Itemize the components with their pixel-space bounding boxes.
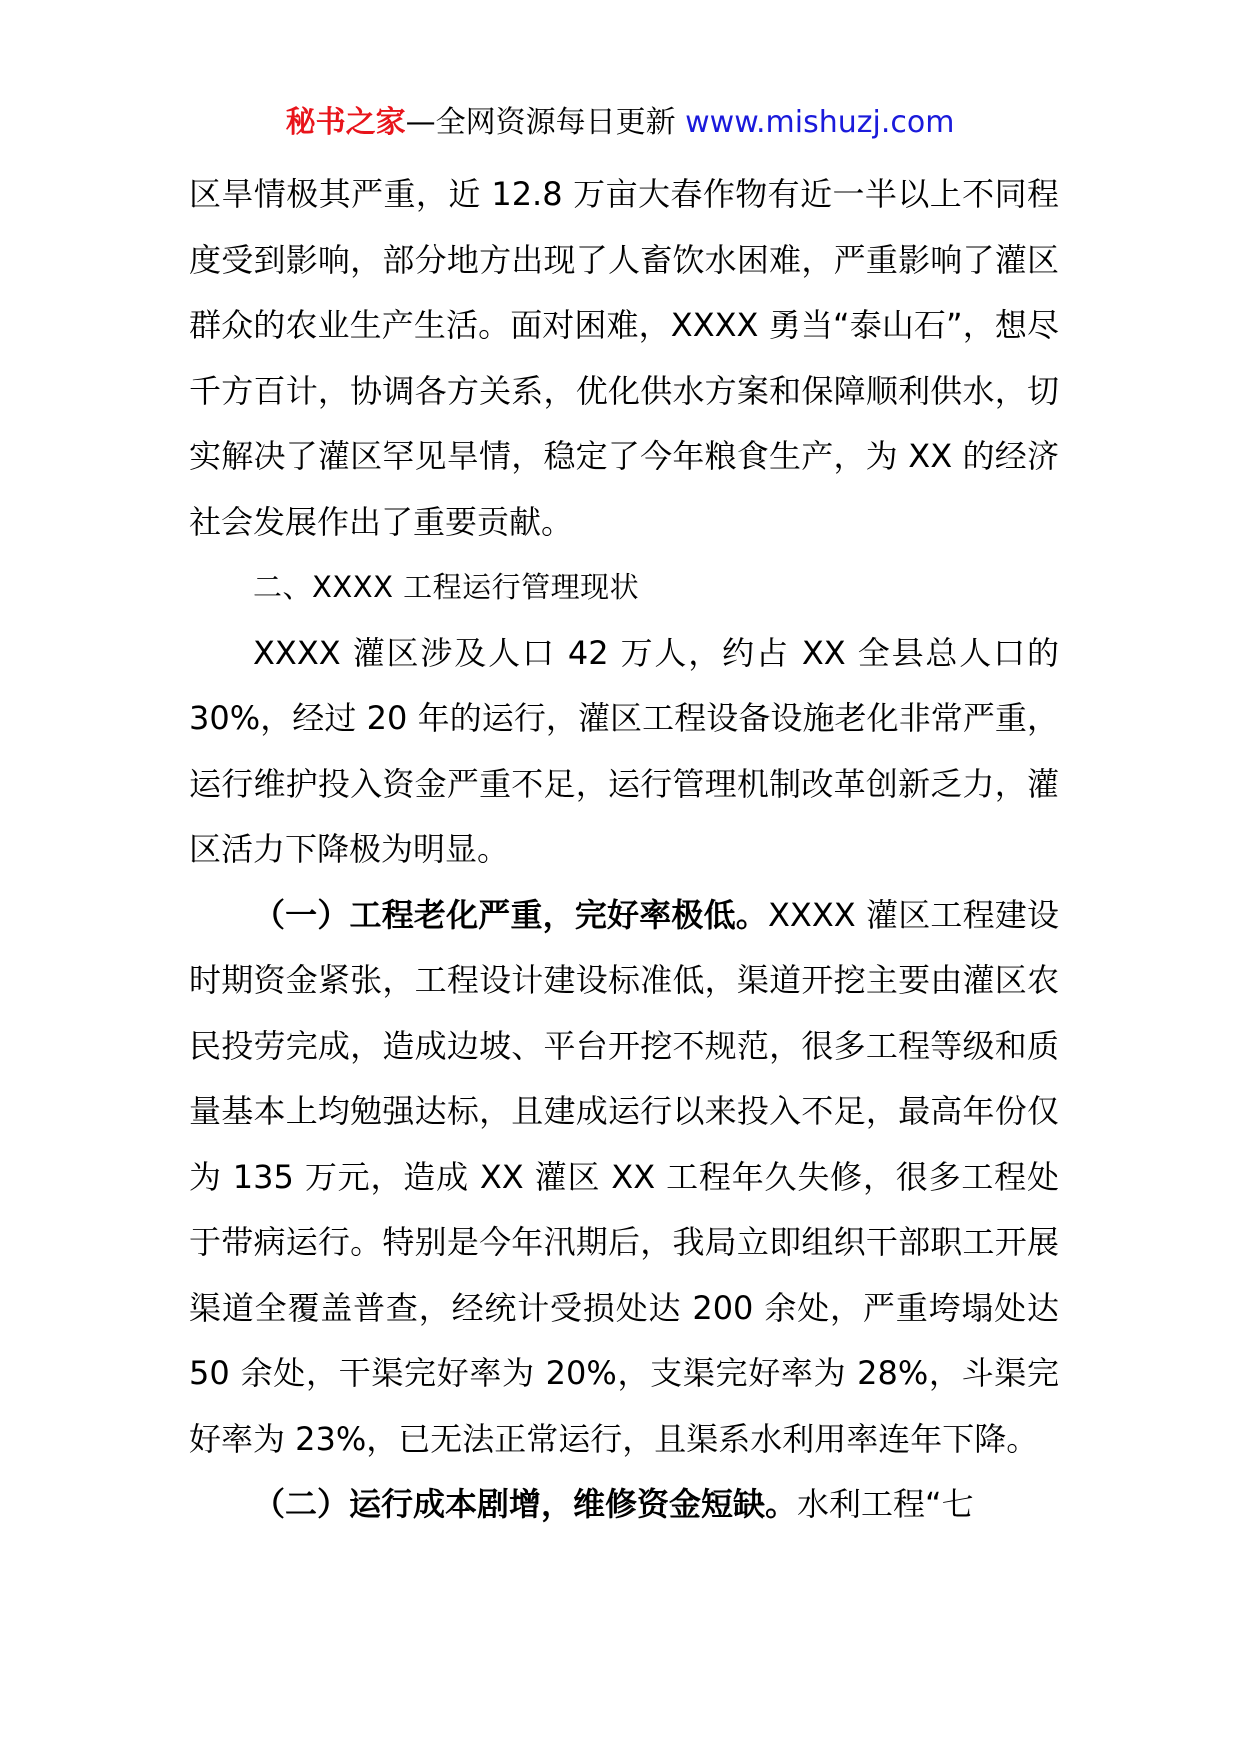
paragraph-cost-text: 水利工程“七	[797, 1485, 974, 1523]
paragraph-aging	[189, 883, 1059, 1473]
paragraph-cost	[189, 1472, 1059, 1538]
website-link[interactable]: www.mishuzj.com	[685, 105, 955, 140]
header-tagline: —全网资源每日更新	[405, 105, 676, 140]
paragraph-population: XXXX 灌区涉及人口 42 万人，约占 XX 全县总人口的 30%，经过 20 年的运行，灌区工程设备设施老化非常严重，运行维护投入资金严重不足，运行管理机制改革创新乏力，灌区活力下降极为明显。	[189, 633, 1059, 868]
paragraph-aging-text: XXXX 灌区工程建设时期资金紧张，工程设计建设标准低，渠道开挖主要由灌区农民投劳完成，造成边坡、平台开挖不规范，很多工程等级和质量基本上均勉强达标，且建成运行以来投入不足，最高年份仅为 135 万元，造成 XX 灌区 XX 工程年久失修，很多工程处于带病运行。特别是今年汛期后，我局立即组织干部职工开展渠道全覆盖普查，经统计受损处达 200 余处，严重垮塌处达 50 余处，干渠完好率为 20%，支渠完好率为 28%，斗渠完好率为 23%，已无法正常运行，且渠系水利用率连年下降。	[189, 895, 1059, 1458]
paragraph-drought: 区旱情极其严重，近 12.8 万亩大春作物有近一半以上不同程度受到影响，部分地方出现了人畜饮水困难，严重影响了灌区群众的农业生产生活。面对困难，XXXX 勇当“泰山石”，想尽千方百计，协调各方关系，优化供水方案和保障顺利供水，切实解决了灌区罕见旱情，稳定了今年粮食生产，为 XX 的经济社会发展作出了重要贡献。	[189, 175, 1059, 541]
subheading-aging: （一）工程老化严重，完好率极低。	[253, 895, 768, 934]
brand-name: 秘书之家	[285, 105, 406, 140]
document-body	[189, 162, 1059, 1538]
watermark-header	[0, 100, 1240, 146]
subheading-cost: （二）运行成本剧增，维修资金短缺。	[253, 1485, 798, 1523]
section-heading: 二、XXXX 工程运行管理现状	[253, 570, 640, 604]
